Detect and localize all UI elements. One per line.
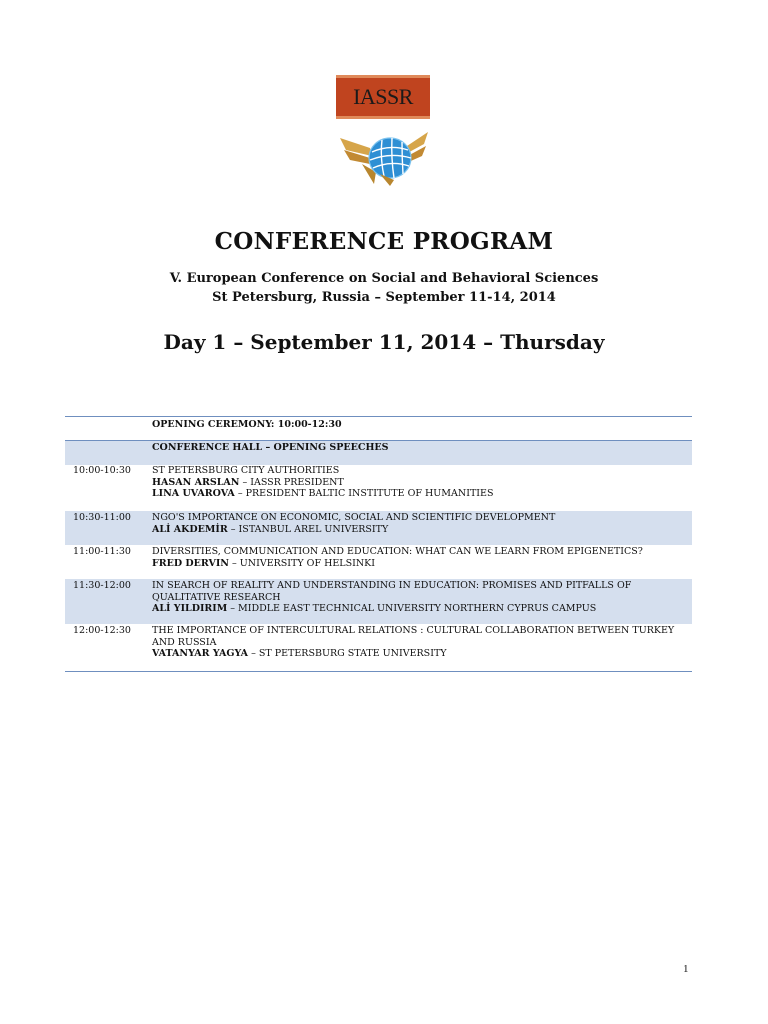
session-row (65, 545, 692, 579)
globe-wings-emblem (336, 128, 432, 190)
speaker-affiliation: – UNIVERSITY OF HELSINKI (228, 557, 376, 569)
session-line (152, 465, 680, 477)
session-time: 10:30-11:00 (73, 512, 131, 523)
session-row (65, 624, 692, 671)
session-line (152, 558, 680, 570)
conference-location-date: St Petersburg, Russia – September 11-14, 2014 (212, 290, 556, 305)
ceremony-label: OPENING CEREMONY: 10:00-12:30 (152, 419, 342, 430)
hall-row (65, 440, 692, 465)
program-table (65, 416, 692, 672)
ceremony-row (65, 417, 692, 440)
session-content (152, 465, 692, 511)
session-line (152, 512, 680, 524)
session-line (152, 477, 680, 489)
session-row (65, 511, 692, 545)
speaker-name: LINA UVAROVA (152, 488, 235, 499)
session-line (152, 580, 680, 603)
hall-label: CONFERENCE HALL – OPENING SPEECHES (152, 442, 389, 453)
speaker-name: VATANYAR YAGYA (152, 648, 249, 659)
speaker-affiliation: – ISTANBUL AREL UNIVERSITY (227, 523, 389, 535)
session-text: ST PETERSBURG CITY AUTHORITIES (152, 465, 340, 476)
session-text: NGO'S IMPORTANCE ON ECONOMIC, SOCIAL AND SCIENTIFIC DEVELOPMENT (152, 512, 556, 523)
speaker-name: ALİ AKDEMİR (152, 523, 228, 535)
speaker-name: FRED DERVIN (152, 557, 229, 569)
session-line (152, 603, 680, 615)
session-line (152, 524, 680, 536)
session-content (152, 625, 692, 671)
iassr-logo (336, 75, 430, 119)
speaker-name: ALİ YILDIRIM (152, 603, 228, 614)
speaker-affiliation: – IASSR PRESIDENT (239, 476, 344, 488)
session-content (152, 512, 692, 545)
page-title: CONFERENCE PROGRAM (214, 228, 554, 255)
speaker-name: HASAN ARSLAN (152, 476, 240, 488)
session-line (152, 546, 680, 558)
session-time: 11:00-11:30 (73, 546, 131, 557)
speaker-affiliation: – PRESIDENT BALTIC INSTITUTE OF HUMANITIES (234, 488, 494, 499)
session-time: 10:00-10:30 (73, 465, 131, 476)
session-text: DIVERSITIES, COMMUNICATION AND EDUCATION: WHAT CAN WE LEARN FROM EPIGENETICS? (152, 546, 643, 557)
session-content (152, 546, 692, 579)
time-cell (65, 442, 152, 465)
logo-text: IASSR (353, 84, 413, 109)
session-row (65, 465, 692, 511)
session-time: 11:30-12:00 (73, 580, 131, 591)
speaker-affiliation: – MIDDLE EAST TECHNICAL UNIVERSITY NORTHERN CYPRUS CAMPUS (227, 603, 597, 614)
session-line (152, 488, 680, 500)
speaker-affiliation: – ST PETERSBURG STATE UNIVERSITY (248, 648, 447, 659)
session-line (152, 648, 680, 660)
page-number: 1 (683, 963, 689, 975)
session-line (152, 625, 680, 648)
session-text: IN SEARCH OF REALITY AND UNDERSTANDING IN EDUCATION: PROMISES AND PITFALLS OF QUALITATIVE RESEARCH (152, 580, 632, 603)
day-heading: Day 1 – September 11, 2014 – Thursday (163, 330, 605, 354)
time-cell (65, 419, 152, 440)
conference-name: V. European Conference on Social and Behavioral Sciences (169, 271, 599, 286)
session-time: 12:00-12:30 (73, 625, 131, 636)
session-row (65, 579, 692, 624)
session-content (152, 580, 692, 624)
session-text: THE IMPORTANCE OF INTERCULTURAL RELATIONS : CULTURAL COLLABORATION BETWEEN TURKEY AND RUSSIA (152, 625, 675, 648)
